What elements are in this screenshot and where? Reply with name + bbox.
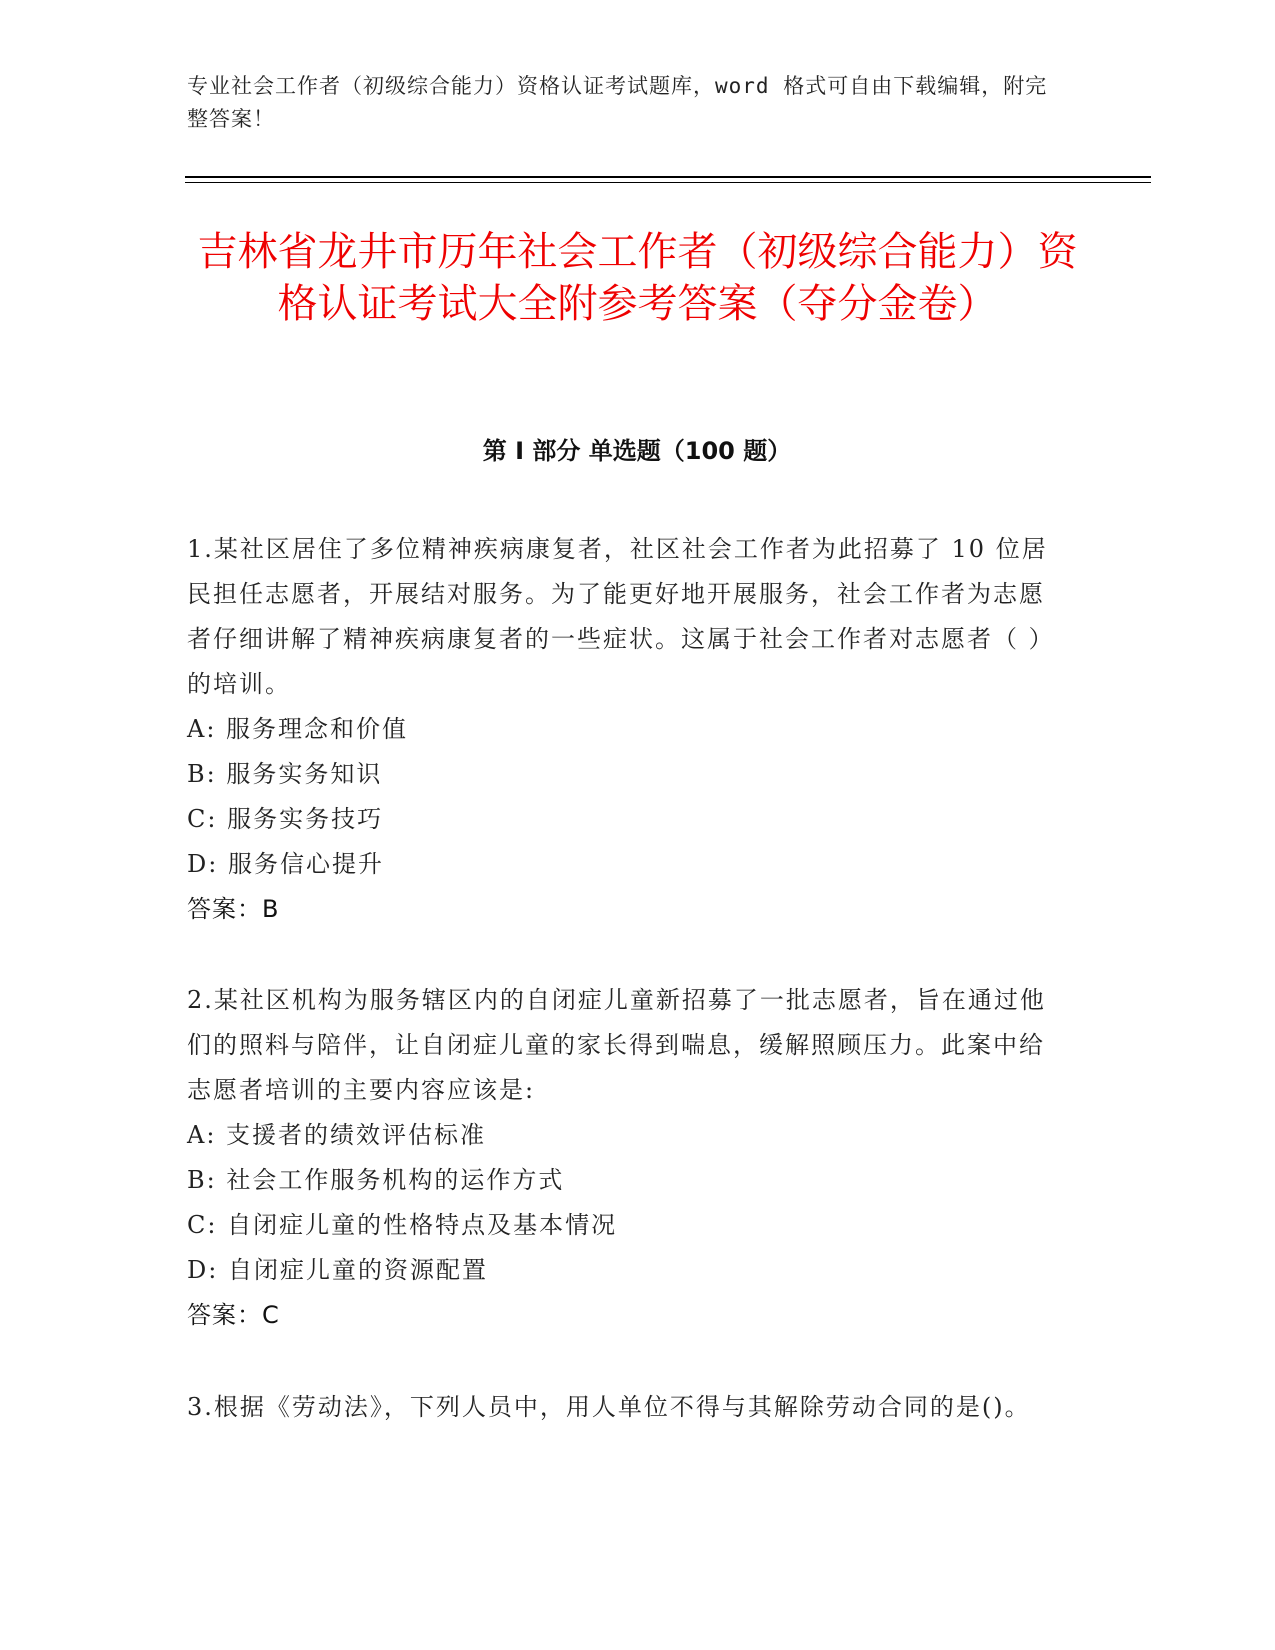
header-rule-thick (185, 176, 1151, 178)
header-rule-thin (185, 182, 1151, 183)
question-text: 3.根据《劳动法》，下列人员中，用人单位不得与其解除劳动合同的是()。 (187, 1393, 1031, 1421)
header-note: 专业社会工作者（初级综合能力）资格认证考试题库，word 格式可自由下载编辑，附完整答案！ (187, 74, 1048, 131)
option-c: C: 自闭症儿童的性格特点及基本情况 (187, 1211, 618, 1239)
option-a: A: 服务理念和价值 (187, 715, 409, 743)
option-a: A: 支援者的绩效评估标准 (187, 1121, 487, 1149)
question-2 (187, 978, 1057, 1338)
option-b: B: 社会工作服务机构的运作方式 (187, 1166, 565, 1194)
section-title: 第 I 部分 单选题（100 题） (482, 437, 792, 465)
option-d: D: 自闭症儿童的资源配置 (187, 1256, 488, 1284)
option-c: C: 服务实务技巧 (187, 805, 384, 833)
question-text: 1.某社区居住了多位精神疾病康复者，社区社会工作者为此招募了 10 位居民担任志愿者，开展结对服务。为了能更好地开展服务，社会工作者为志愿者仔细讲解了精神疾病康复者的一些症状。这属于社会工作者对志愿者（ ）的培训。 (187, 535, 1055, 698)
question-1 (187, 527, 1057, 932)
option-list (187, 707, 1057, 887)
answer-text: 答案：B (187, 895, 280, 923)
option-b: B: 服务实务知识 (187, 760, 383, 788)
question-text: 2.某社区机构为服务辖区内的自闭症儿童新招募了一批志愿者，旨在通过他们的照料与陪伴，让自闭症儿童的家长得到喘息，缓解照顾压力。此案中给志愿者培训的主要内容应该是: (187, 986, 1046, 1104)
option-d: D: 服务信心提升 (187, 850, 384, 878)
option-list (187, 1113, 1057, 1293)
question-3 (187, 1385, 1057, 1430)
answer-text: 答案：C (187, 1301, 280, 1329)
document-title: 吉林省龙井市历年社会工作者（初级综合能力）资格认证考试大全附参考答案（夺分金卷） (197, 229, 1078, 327)
